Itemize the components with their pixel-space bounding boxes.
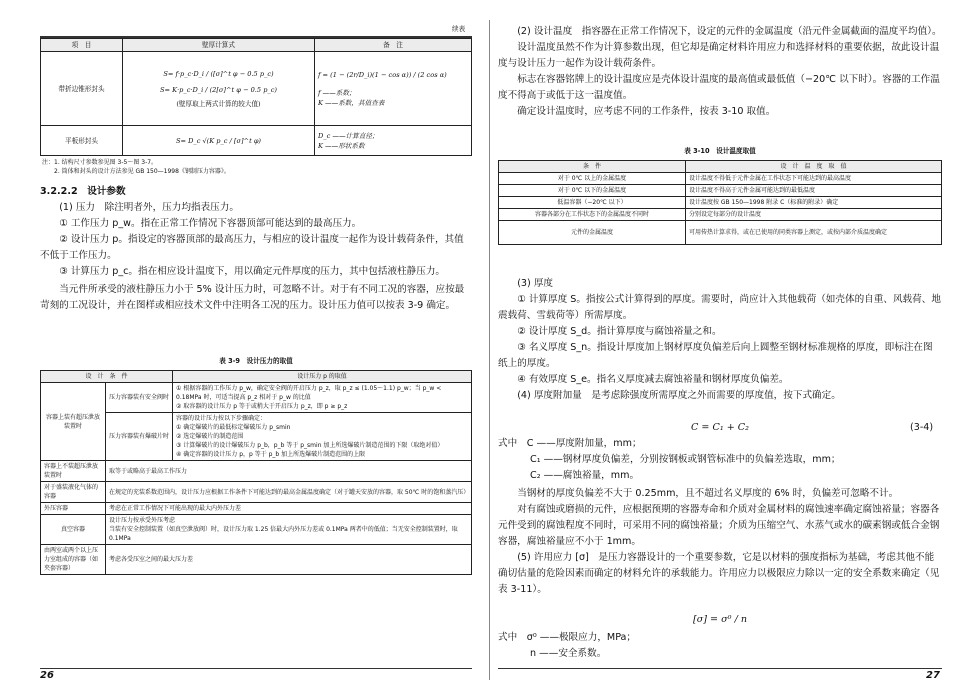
col-note: 备 注 [315,39,472,52]
para-calc-pressure: ③ 计算压力 p_c。指在相应设计温度下，用以确定元件厚度的压力，其中包括液柱静压力。 [59,266,446,277]
row-cone-head-item: 带折边锥形封头 [41,52,123,126]
note-k: K ——系数，其值查表 [318,98,385,107]
t39-vacuum-label: 真空容器 [41,515,106,545]
t310-row5-value: 可用传热计算求得，或在已使用的同类容器上测定，或按内部介质温度确定 [686,221,942,245]
t39-jacket-label: 由两室或两个以上压力室组成的容器（如夹套容器） [41,545,106,575]
where-sigma: 式中 σ⁰ ——极限应力，MPa； [498,632,637,643]
t310-row3-value: 设计温度按 GB 150—1998 附录 C（标准的附录）确定 [686,197,942,209]
row-flat-head-formula: S= D_c √(K p_c / [σ]^t φ) [123,126,315,156]
note-dc: D_c ——计算直径； [318,131,379,140]
para-design-temp-basis: 设计温度虽然不作为计算参数出现，但它却是确定材料许用应力和选择材料的重要依据，故此设计温度与设计压力一起作为设计载荷条件。 [498,42,940,69]
row-cone-head-formula [123,52,315,126]
row-cone-head-note [315,52,472,126]
t39-vacuum-line-2: 当装有安全控制装置（如真空泄放阀）时，设计压力取 1.25 倍最大内外压力差或 0.1MPa 两者中的低值；当无安全控制装置时，取 0.1MPa [109,526,458,542]
t39-liquefied-gas-value: 在规定的充装系数范围内，设计压力应根据工作条件下可能达到的最高金属温度确定（对于罐天安放的容器，取 50℃ 时的饱和蒸汽压） [106,482,472,503]
t39-rd-line-5: ④ 确定容器的设计压力 p，p 等于 p_b 加上所选爆破片制造范围的上限 [176,451,366,458]
t310-row2-cond: 对于 0℃ 以下的金属温度 [499,185,686,197]
t39-col-value: 设计压力 p 的取值 [173,371,472,383]
t310-row4-value: 分别设定每部分的设计温度 [686,209,942,221]
t39-external-pressure-value: 考虑在正常工作情况下可能出现的最大内外压力差 [106,503,472,515]
right-page [490,0,980,692]
t39-vacuum-line-1: 设计压力按承受外压考虑 [109,517,176,524]
section-heading: 3.2.2.2 设计参数 [40,186,126,197]
para-design-thickness: ② 设计厚度 S_d。指计算厚度与腐蚀裕量之和。 [517,326,722,337]
t310-row4-cond: 容器各部分在工作状态下的金属温度不同时 [499,209,686,221]
para-effective-thickness: ④ 有效厚度 S_e。指名义厚度减去腐蚀裕量和钢材厚度负偏差。 [517,374,789,385]
para-liquid-column: 当元件所承受的液柱静压力小于 5% 设计压力时，可忽略不计。对于有不同工况的容器，应按最苛刻的工况设计，并在图样或相应技术文件中注明各工况的压力。设计压力值可以按表 3-9 确定。 [40,284,465,311]
right-body-mid [498,276,942,404]
note-k-shape: K ——形状系数 [318,141,365,150]
row-flat-head-item: 平板形封头 [41,126,123,156]
where-c1: C₁ ——钢材厚度负偏差，分别按钢板或钢管标准中的负偏差选取，mm； [530,454,841,465]
t39-sv-line-1: ① 根据容器的工作压力 p_w，确定安全阀的开启压力 p_z，取 p_z ≤ (1.05～1.1) p_w；当 p_w < 0.18MPa 时，可适当提高 p_z 相对于 p_w 的比值 [176,385,442,401]
note-f: f ——系数； [318,88,356,97]
para-nameplate-temp: 标志在容器铭牌上的设计温度应是壳体设计温度的最高值或最低值（−20℃ 以下时）。容器的工作温度不得高于或低于这一温度值。 [498,74,940,101]
where-n: n ——安全系数。 [530,648,607,659]
t39-vacuum-value [106,515,472,545]
t310-col-value: 设 计 温 度 取 值 [686,161,942,173]
t39-jacket-value: 考虑各受压室之间的最大压力差 [106,545,472,575]
t310-row1-value: 设计温度不得低于元件金属在工作状态下可能达到的最高温度 [686,173,942,185]
t39-no-relief-label: 容器上不装超压泄放装置时 [41,461,106,482]
t39-safety-valve-label: 压力容器装有安全阀时 [106,383,173,413]
t39-external-pressure-label: 外压容器 [41,503,106,515]
formula-s1: S= f·p_c·D_i / ([σ]^t φ − 0.5 p_c) [163,69,274,78]
t39-rd-line-2: ① 确定爆破片的最低标定爆破压力 p_smin [176,424,291,431]
note-1: 注：1. 结构尺寸参数参见图 3-5～图 3-7。 [42,159,158,166]
continued-label: 续表 [452,25,466,33]
formula-3-4: C = C₁ + C₂ [691,422,749,433]
where-c: 式中 C ——厚度附加量，mm； [498,438,642,449]
where-block-2 [498,630,942,662]
t310-row2-value: 设计温度不得高于元件金属可能达到的最低温度 [686,185,942,197]
note-f-formula: f = (1 − (2r/D_i)(1 − cos α)) / (2 cos α) [318,70,447,79]
para-negative-deviation: 当钢材的厚度负偏差不大于 0.25mm，且不超过名义厚度的 6% 时，负偏差可忽略不计。 [517,488,899,499]
where-block-1 [498,436,942,484]
formula-3-4-number: (3-4) [910,422,934,433]
right-body-top [498,24,942,120]
para-allowable-stress: (5) 许用应力 [σ] 是压力容器设计的一个重要参数，它是以材料的强度指标为基础，考虑其他不能确切估量的危险因素而确定的材料允许的承载能力。许用应力以极限应力除以一定的安全系数来确定（见表 3-11）。 [498,552,940,595]
para-calc-thickness: ① 计算厚度 S。指按公式计算得到的厚度。需要时，尚应计入其他载荷（如壳体的自重、风载荷、地震载荷、雪载荷等）所需厚度。 [498,294,941,321]
formula-allowable-stress: [σ] = σ⁰ / n [692,614,748,625]
formula-s2: S= K·p_c·D_i / (2[σ]^t φ − 0.5 p_c) [160,85,277,94]
table-3-10-caption: 表 3-10 设计温度取值 [684,147,756,155]
para-temp-table-ref: 确定设计温度时，应考虑不同的工作条件，按表 3-10 取值。 [517,106,776,117]
t310-row5-cond: 元件的金属温度 [499,221,686,245]
page-number-left: 26 [40,670,54,681]
page-number-right: 27 [926,670,940,681]
t39-sv-line-2: ② 取容器的设计压力 p 等于或稍大于开启压力 p_z，即 p ≥ p_z [176,403,348,410]
t39-rd-line-1: 容器的设计压力按以下步骤确定： [176,415,267,422]
t310-col-condition: 条 件 [499,161,686,173]
para-nominal-thickness: ③ 名义厚度 S_n。指设计厚度加上钢材厚度负偏差后向上圆整至钢材标准规格的厚度，即标注在图纸上的厚度。 [498,342,933,369]
t39-no-relief-value: 取等于或略高于最高工作压力 [106,461,472,482]
t39-rupture-disc-label: 压力容器装有爆破片时 [106,413,173,461]
t39-rupture-disc-value [173,413,472,461]
t39-col-condition: 设 计 条 件 [41,371,173,383]
para-design-pressure: ② 设计压力 p。指设定的容器顶部的最高压力，与相应的设计温度一起作为设计载荷条件，其值不低于工作压力。 [40,234,464,261]
formula-table-continued [40,38,472,156]
para-working-pressure: ① 工作压力 p_w。指在正常工作情况下容器顶部可能达到的最高压力。 [59,218,362,229]
para-corrosion-allowance: 对有腐蚀或磨损的元件，应根据预期的容器寿命和介质对金属材料的腐蚀速率确定腐蚀裕量；容器各元件受到的腐蚀程度不同时，可采用不同的腐蚀裕量；介质为压缩空气、水蒸气或水的碳素钢或低合金钢容器，腐蚀裕量应不小于 1mm。 [498,504,940,547]
left-body [40,184,472,314]
t39-rd-line-4: ③ 计算爆破片的设计爆破压力 p_b，p_b 等于 p_smin 加上所选爆破片制造范围的下限（取绝对值） [176,442,444,449]
t39-rd-line-3: ② 选定爆破片的制造范围 [176,433,244,440]
right-body-low [498,486,942,598]
formula-remark: (壁厚取上两式计算的较大值) [176,99,261,108]
col-formula: 壁厚计算式 [123,39,315,52]
t39-liquefied-gas-label: 对于盛装液化气体的容器 [41,482,106,503]
t310-row3-cond: 低温容器（−20℃ 以下） [499,197,686,209]
t39-group-relief: 容器上装有超压泄放装置时 [41,383,106,461]
para-design-temp: (2) 设计温度 指容器在正常工作情况下，设定的元件的金属温度（沿元件金属截面的温度平均值）。 [517,26,942,37]
para-pressure: (1) 压力 除注明者外，压力均指表压力。 [59,202,239,213]
t39-safety-valve-value [173,383,472,413]
para-thickness-allowance: (4) 厚度附加量 是考虑除强度所需厚度之外而需要的厚度值，按下式确定。 [517,390,841,401]
col-item: 项 目 [41,39,123,52]
table-3-10 [498,160,942,245]
table-3-9-caption: 表 3-9 设计压力的取值 [219,357,293,365]
note-2: 2. 筒体和封头的设计方法参见 GB 150—1998《钢制压力容器》。 [54,168,230,175]
where-c2: C₂ ——腐蚀裕量，mm。 [530,470,640,481]
table-3-9 [40,370,472,575]
table-notes [42,158,472,176]
para-thickness: (3) 厚度 [517,278,554,289]
row-flat-head-note [315,126,472,156]
t310-row1-cond: 对于 0℃ 以上的金属温度 [499,173,686,185]
